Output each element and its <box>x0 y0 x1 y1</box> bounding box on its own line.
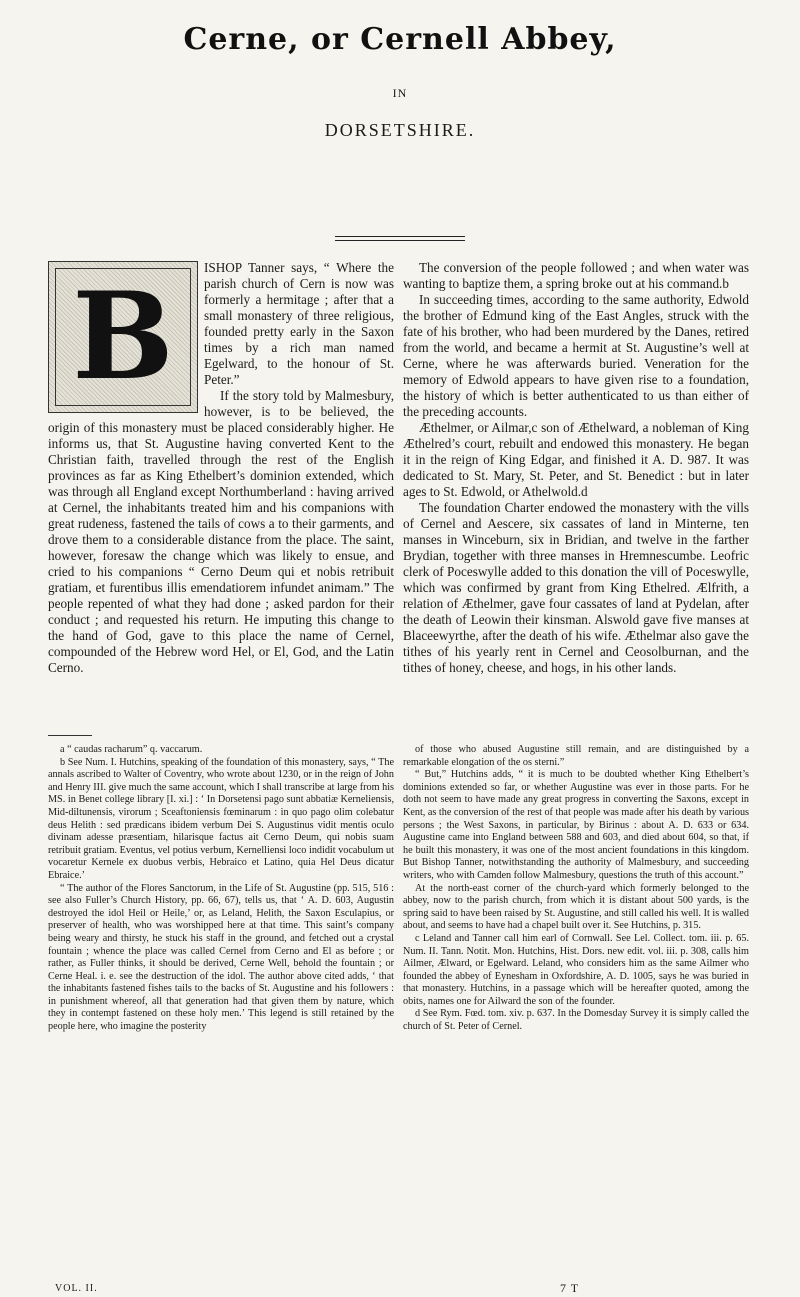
county-heading: DORSETSHIRE. <box>324 120 476 140</box>
volume-label: VOL. II. <box>55 1283 98 1294</box>
footnote: b See Num. I. Hutchins, speaking of the foundation of this monastery, says, “ The annals ascribed to Walter of Coventry, who wrote about 1230, or in the reign of John and Henry III. give much the same account, which I shall transcribe at large from his MS. in Benet college library [I. xi.] : ‘ In Dorsetensi pago sunt abbatiæ Kerneliensis, Mid-diltunensis, virorum ; Sceaftoniensis fœminarum : in quo pago olim colebatur deus Helith : sed prædicans ibidem verbum Dei S. Augustinus vidit mentis oculo divinam adesse præsentiam, hilarisque factus ait Cerno Deum, qui nobis suam retribuit gratiam. Eventus, vel potius verbum, Kernelliensi loco indidit vocabulum ut vocaretur Kernele ex duobus verbis, Hebraico et Latino, quia Hel Deus dicatur Ebraice.’ <box>48 756 394 881</box>
signature-mark: 7 T <box>560 1281 580 1295</box>
footnote: a “ caudas racharum” q. vaccarum. <box>60 744 203 755</box>
right-column <box>403 260 749 676</box>
paragraph: In succeeding times, according to the same authority, Edwold the brother of Edmund king of the East Angles, struck with the fate of his brother, who had been murdered by the Danes, retired from the world, and became a hermit at St. Augustine’s well at Cerne, where he was afterwards buried. Veneration for the memory of Edwold appears to have given rise to a foundation, the history of which is better authenticated to us than either of the preceding accounts. <box>403 292 749 419</box>
footnotes-left <box>48 744 394 1034</box>
paragraph: ISHOP Tanner says, “ Where the parish church of Cern is now was formerly a hermitage ; after that a small monastery of three religious, founded pretty early in the Saxon times by a rich man named Egelward, to the honour of St. Peter.” <box>204 260 394 387</box>
footnote: d See Rym. Fœd. tom. xiv. p. 637. In the Domesday Survey it is simply called the church of St. Peter of Cernel. <box>403 1008 749 1033</box>
title-rule-bottom <box>335 240 465 241</box>
page-title: Cerne, or Cernell Abbey, <box>183 22 617 57</box>
paragraph: If the story told by Malmesbury, however, is to be believed, the origin of this monastery must be placed considerably higher. He informs us, that St. Augustine having converted Kent to the Christian faith, travelled through the rest of the English provinces as far as King Ethelbert’s dominion extended, which was through all England except Northumberland : having arrived at Cernel, the inhabitants treated him and his companions with great rudeness, fastened the tails of cows a to their garments, and drove them to a considerable distance from the place. The saint, however, foresaw the change which was likely to ensue, and cried to his companions “ Cerno Deum qui et nobis retribuit gratiam, et furentibus illis emendatiorem infundet animam.” The people repented of what they had done ; asked pardon for their conduct ; and requested his return. He imputing this change to the hand of God, gave to this place the name of Cernel, compounded of the Hebrew word Hel, or El, God, and the Latin Cerno. <box>48 388 394 675</box>
paragraph: The foundation Charter endowed the monastery with the vills of Cernel and Aescere, six cassates of land in Minterne, ten manses in Winceburn, six in Bridian, and twelve in the farther Brydian, together with three manses in Hremnescumbe. Leofric clerk of Poceswylle added to this donation the vill of Poceswylle, which was confirmed by grant from King Ethelred. Ælfrith, a relation of Æthelmer, gave four cassates of land at Pydelan, after the death of Leowin their kinsman. Alswold gave five manses at Blaceewyrthe, after the death of his wife. Æthelmar also gave the tithes of his yearly rent in Cernel and Ceosolburnan, and the tithes of honey, cheese, and hogs, in his other lands. <box>403 500 749 675</box>
paragraph: The conversion of the people followed ; and when water was wanting to baptize them, a spring broke out at his command.b <box>403 260 749 291</box>
initial-letter: B <box>72 266 174 407</box>
footnote-divider <box>48 735 92 736</box>
footnote: of those who abused Augustine still remain, and are distinguished by a remarkable elongation of the os sterni.” <box>403 744 749 768</box>
in-label: IN <box>392 86 408 100</box>
footnotes-right <box>403 744 749 1034</box>
paragraph: Æthelmer, or Ailmar,c son of Æthelward, a nobleman of King Æthelred’s court, rebuilt and endowed this monastery. He began it in the reign of King Edgar, and finished it A. D. 987. It was dedicated to St. Mary, St. Peter, and St. Benedict : but in later ages to St. Edwold, or Athelwold.d <box>403 420 749 499</box>
footnote: “ But,” Hutchins adds, “ it is much to be doubted whether King Ethelbert’s dominions extended so far, or whether Augustine was ever in those parts. For he doth not seem to have made any great progress in converting the Saxons, except in Kent, as the conversion of the rest of that people was made after his death by various persons ; the West Saxons, in particular, by Birinus : about A. D. 633 or 634. Augustine came into England between 588 and 603, and died about 604, so that, if he built this monastery, it was one of the most ancient foundations in this kingdom. But Bishop Tanner, notwithstanding the authority of Malmesbury, and succeeding writers, who with Camden follow Malmesbury, questions the truth of this account.” <box>403 769 749 881</box>
left-column <box>48 260 394 676</box>
footnote: At the north-east corner of the church-yard which formerly belonged to the abbey, now to the parish church, from which it is distant about 500 yards, is the spring said to have been raised by St. Augustine, and still called his well. It is walled about, and seems to have had a chapel built over it. See Hutchins, p. 315. <box>403 882 749 932</box>
footnote: c Leland and Tanner call him earl of Cornwall. See Lel. Collect. tom. iii. p. 65. Num. II. Tann. Notit. Mon. Hutchins, Hist. Dors. new edit. vol. iii. p. 308, calls him Ailmer, Ælward, or Egelward. Leland, who considers him as the same Ailmer who founded the abbey of Eynesham in Oxfordshire, A. D. 1005, says he was buried in that monastery. Hutchins, in a passage which will be hereafter quoted, among the obits, names one for Ailward the son of the founder. <box>403 932 749 1007</box>
footnote: “ The author of the Flores Sanctorum, in the Life of St. Augustine (pp. 515, 516 : see also Fuller’s Church History, pp. 66, 67), tells us, that ‘ A. D. 603, Augustin destroyed the idol Heil or Heile,’ or, as Leland, Helith, the Saxon Esculapius, or preserver of health, who was worshipped here at that time. This saint’s company being weary and thirsty, he stuck his staff in the ground, and fetched out a crystal fountain ; whence the place was called Cernel from Cerno and El as before ; or rather, as Fuller thinks, it should be derived, Cerne Well, behold the fountain ; or Cerne Heal. i. e. see the destruction of the idol. The author above cited adds, ‘ that the inhabitants fastened fishes tails to the backs of St. Augustine and his followers : in punishment whereof, all that generation had that given them by nature, which they in contempt fastened on these holy men.’ This legend is still retained by the people here, who imagine the posterity <box>48 882 394 1033</box>
title-rule-top <box>335 236 465 237</box>
decorated-initial <box>48 261 198 413</box>
